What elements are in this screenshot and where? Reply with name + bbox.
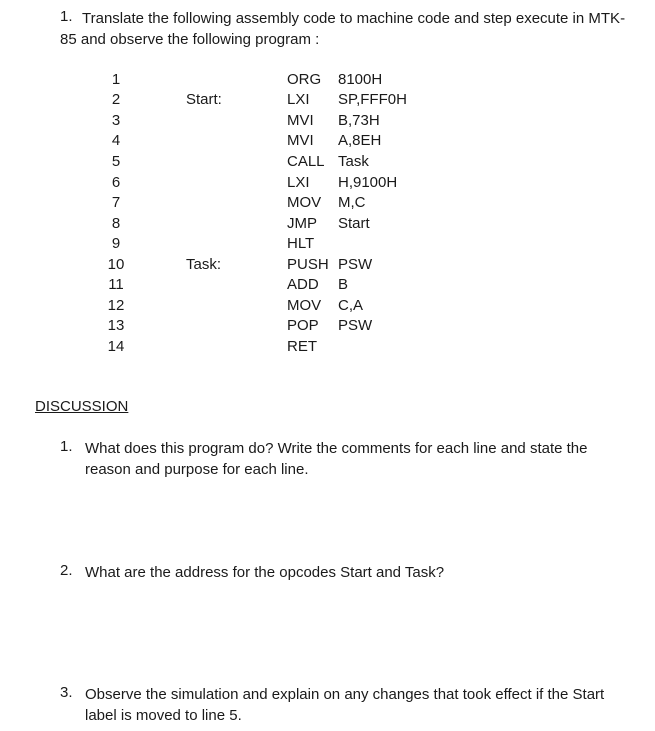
code-row — [0, 71, 655, 91]
code-mnemonic: LXI — [287, 174, 310, 191]
question-text: What does this program do? Write the comments for each line and state the reason and purpose for each line. — [85, 440, 588, 478]
code-operand: H,9100H — [338, 174, 398, 191]
code-mnemonic: MVI — [287, 112, 314, 129]
code-mnemonic: MVI — [287, 132, 314, 149]
code-operand: PSW — [338, 317, 373, 334]
line-number: 8 — [111, 215, 121, 232]
code-mnemonic: JMP — [287, 215, 317, 232]
code-mnemonic: HLT — [287, 235, 315, 252]
code-mnemonic: ADD — [287, 276, 319, 293]
line-number: 6 — [111, 174, 121, 191]
code-mnemonic: PUSH — [287, 256, 329, 273]
code-operand: B — [338, 276, 349, 293]
task-instruction — [60, 8, 642, 50]
code-row — [0, 317, 655, 337]
code-mnemonic: POP — [287, 317, 319, 334]
code-row — [0, 256, 655, 276]
code-mnemonic: RET — [287, 338, 317, 355]
code-row — [0, 338, 655, 358]
code-operand: M,C — [338, 194, 366, 211]
task-instruction-line2: 85 and observe the following program : — [60, 31, 320, 48]
task-instruction-line1: Translate the following assembly code to machine code and step execute in MTK- — [82, 10, 626, 27]
code-operand: B,73H — [338, 112, 380, 129]
line-number: 12 — [107, 297, 125, 314]
question-number: 2. — [60, 562, 73, 579]
code-row — [0, 297, 655, 317]
code-operand: 8100H — [338, 71, 383, 88]
line-number: 3 — [111, 112, 121, 129]
code-row — [0, 153, 655, 173]
discussion-heading: DISCUSSION — [35, 398, 129, 415]
line-number: 11 — [108, 276, 124, 293]
line-number: 1 — [111, 71, 121, 88]
question-text: What are the address for the opcodes Start and Task? — [85, 564, 445, 581]
line-number: 7 — [111, 194, 121, 211]
code-operand: PSW — [338, 256, 373, 273]
code-row — [0, 132, 655, 152]
code-label: Start: — [186, 91, 222, 108]
code-operand: Task — [338, 153, 369, 170]
line-number: 2 — [111, 91, 121, 108]
code-mnemonic: MOV — [287, 194, 322, 211]
code-row — [0, 276, 655, 296]
code-operand: A,8EH — [338, 132, 382, 149]
line-number: 14 — [107, 338, 125, 355]
code-row — [0, 112, 655, 132]
code-row — [0, 235, 655, 255]
code-mnemonic: CALL — [287, 153, 325, 170]
question-text: Observe the simulation and explain on any changes that took effect if the Start label is moved to line 5. — [85, 686, 605, 724]
line-number: 10 — [107, 256, 125, 273]
code-label: Task: — [186, 256, 222, 273]
code-row — [0, 174, 655, 194]
code-row — [0, 91, 655, 111]
code-row — [0, 215, 655, 235]
code-operand: SP,FFF0H — [338, 91, 407, 108]
line-number: 5 — [111, 153, 121, 170]
code-operand: C,A — [338, 297, 364, 314]
code-mnemonic: LXI — [287, 91, 310, 108]
task-number: 1. — [60, 8, 73, 25]
line-number: 4 — [111, 132, 121, 149]
question-number: 1. — [60, 438, 73, 455]
question-number: 3. — [60, 684, 73, 701]
code-row — [0, 194, 655, 214]
line-number: 9 — [111, 235, 121, 252]
line-number: 13 — [107, 317, 125, 334]
code-mnemonic: MOV — [287, 297, 322, 314]
code-operand: Start — [338, 215, 370, 232]
code-mnemonic: ORG — [287, 71, 322, 88]
